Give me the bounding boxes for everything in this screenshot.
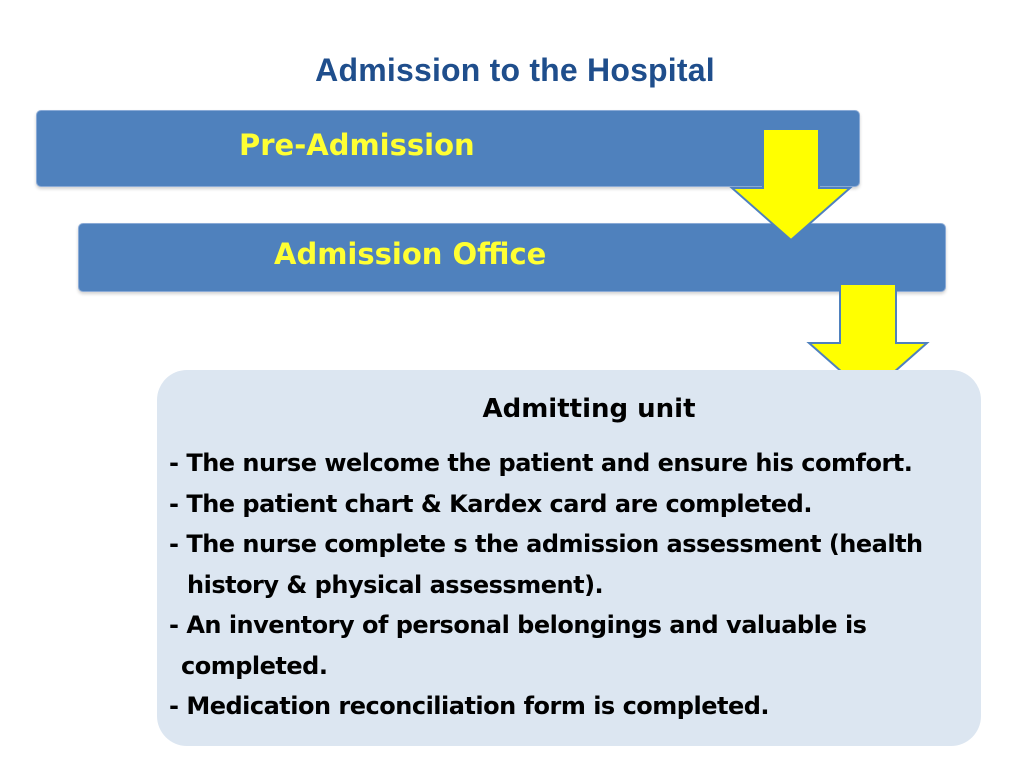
list-item: - The nurse complete s the admission assessment (health — [169, 530, 923, 558]
admitting-unit-heading: Admitting unit — [482, 394, 696, 424]
list-item: - The nurse welcome the patient and ensure his comfort. — [169, 449, 913, 477]
pre-admission-label: Pre-Admission — [239, 128, 475, 162]
down-arrow-icon — [730, 128, 852, 242]
list-item: - The patient chart & Kardex card are completed. — [169, 489, 812, 518]
admitting-unit-list — [169, 443, 981, 727]
list-item: history & physical assessment). — [187, 570, 604, 599]
admission-office-label: Admission Office — [274, 237, 547, 271]
list-item: completed. — [181, 651, 328, 680]
admitting-unit-panel — [157, 370, 981, 746]
list-item: - An inventory of personal belongings and valuable is — [169, 611, 867, 639]
list-item: - Medication reconciliation form is completed. — [169, 692, 770, 720]
page-title: Admission to the Hospital — [315, 52, 715, 88]
